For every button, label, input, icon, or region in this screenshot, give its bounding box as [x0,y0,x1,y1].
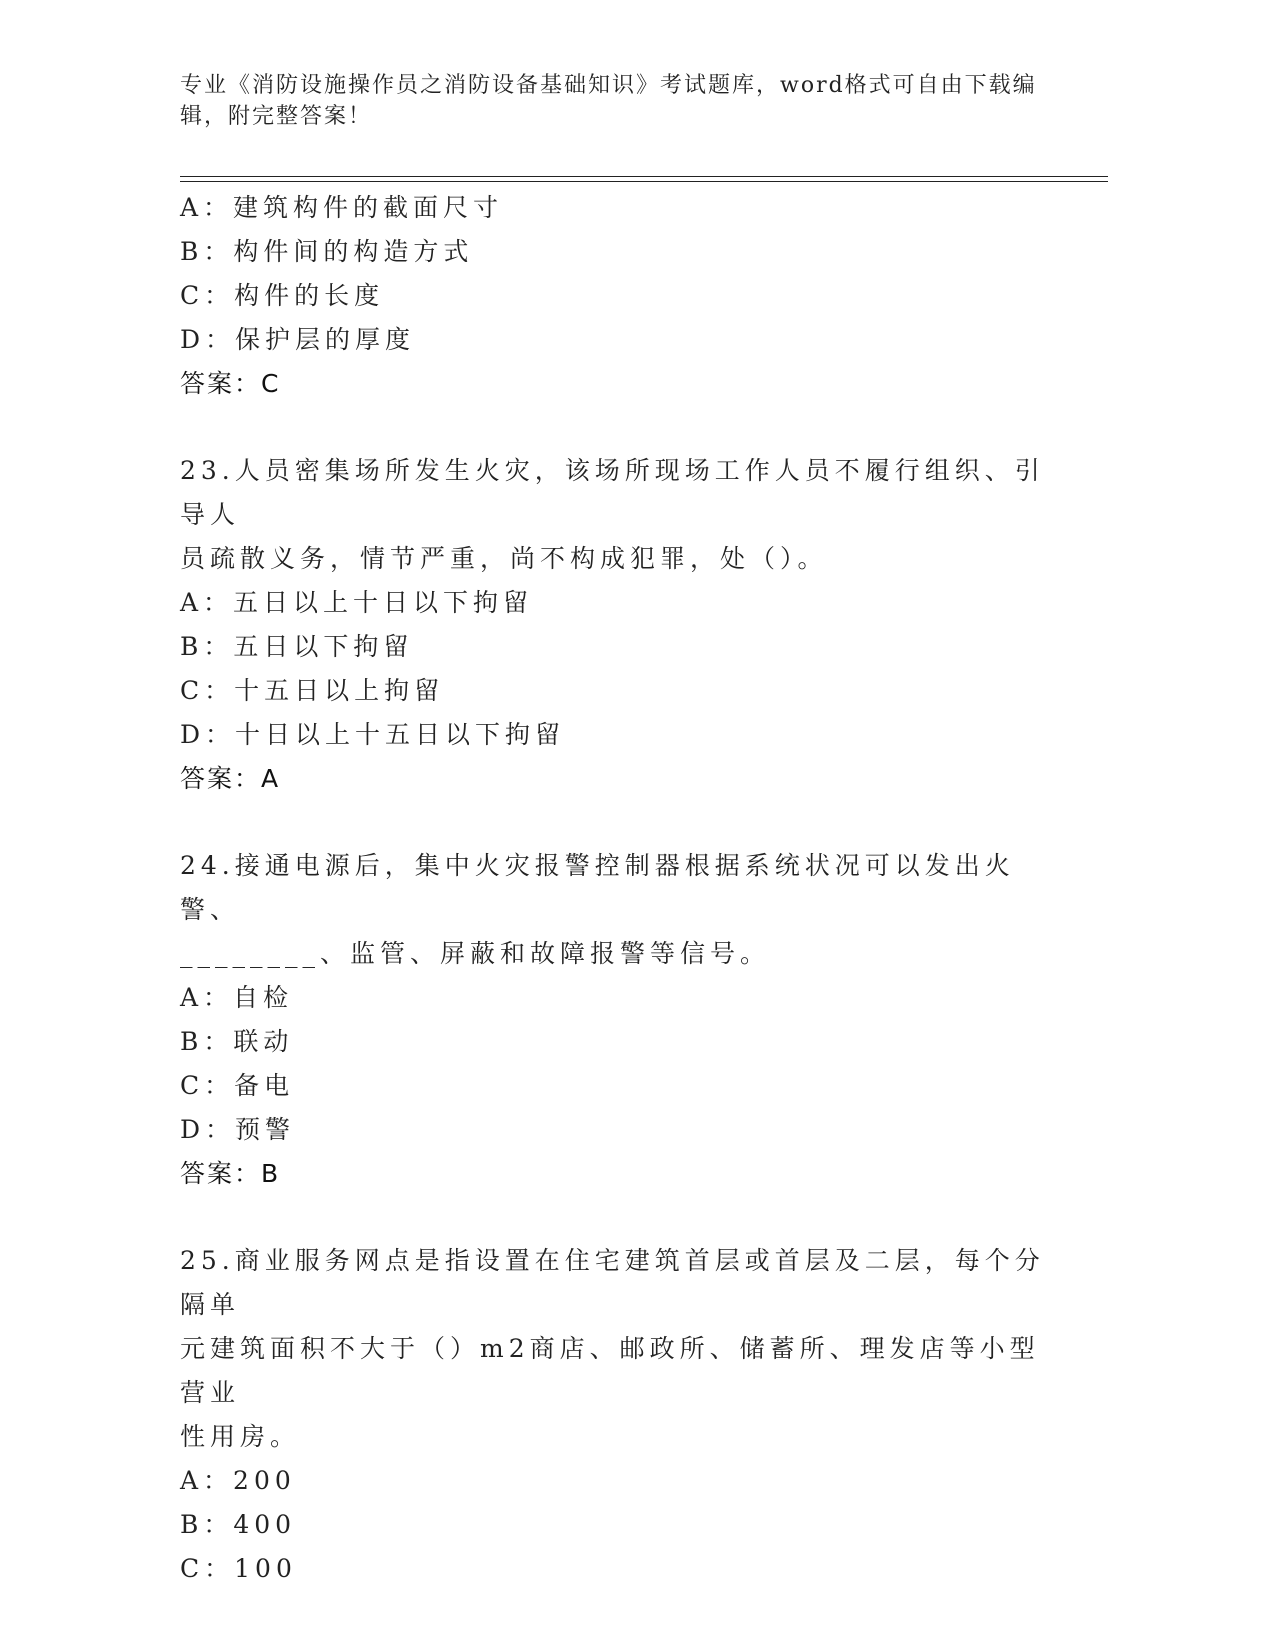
question-line: 25.商业服务网点是指设置在住宅建筑首层或首层及二层，每个分隔单 [180,1246,1045,1319]
question-23 [180,449,1050,801]
option-b: B：400 [180,1510,297,1539]
header-divider-top [180,176,1108,177]
answer: 答案：C [180,369,281,398]
option-d: D：十日以上十五日以下拘留 [180,720,566,749]
option-b: B：联动 [180,1027,294,1056]
question-stem [180,1239,1050,1459]
question-22 [180,186,1050,406]
option-d: D：预警 [180,1115,296,1144]
header-divider-bottom [180,181,1108,182]
question-line: 性用房。 [180,1422,301,1451]
question-24 [180,844,1050,1196]
question-line: 员疏散义务，情节严重，尚不构成犯罪，处（）。 [180,544,828,573]
option-d: D：保护层的厚度 [180,325,416,354]
question-stem [180,449,1050,581]
question-line: ________、监管、屏蔽和故障报警等信号。 [180,939,771,968]
option-b: B：构件间的构造方式 [180,237,474,266]
answer: 答案：A [180,764,281,793]
option-c: C：构件的长度 [180,281,385,310]
document-header: 专业《消防设施操作员之消防设备基础知识》考试题库，word格式可自由下载编辑，附完整答案！ [180,73,1037,129]
question-list [180,186,1050,1591]
option-a: A：自检 [180,983,294,1012]
option-c: C：十五日以上拘留 [180,676,445,705]
option-c: C：备电 [180,1071,295,1100]
question-stem [180,844,1050,976]
option-c: C：100 [180,1554,297,1583]
option-a: A：五日以上十日以下拘留 [180,588,534,617]
question-line: 元建筑面积不大于（）m2商店、邮政所、储蓄所、理发店等小型营业 [180,1334,1040,1407]
answer: 答案：B [180,1159,281,1188]
question-line: 24.接通电源后，集中火灾报警控制器根据系统状况可以发出火警、 [180,851,1015,924]
question-25 [180,1239,1050,1591]
option-b: B：五日以下拘留 [180,632,414,661]
option-a: A：建筑构件的截面尺寸 [180,193,504,222]
question-line: 23.人员密集场所发生火灾，该场所现场工作人员不履行组织、引导人 [180,456,1045,529]
option-a: A：200 [180,1466,296,1495]
